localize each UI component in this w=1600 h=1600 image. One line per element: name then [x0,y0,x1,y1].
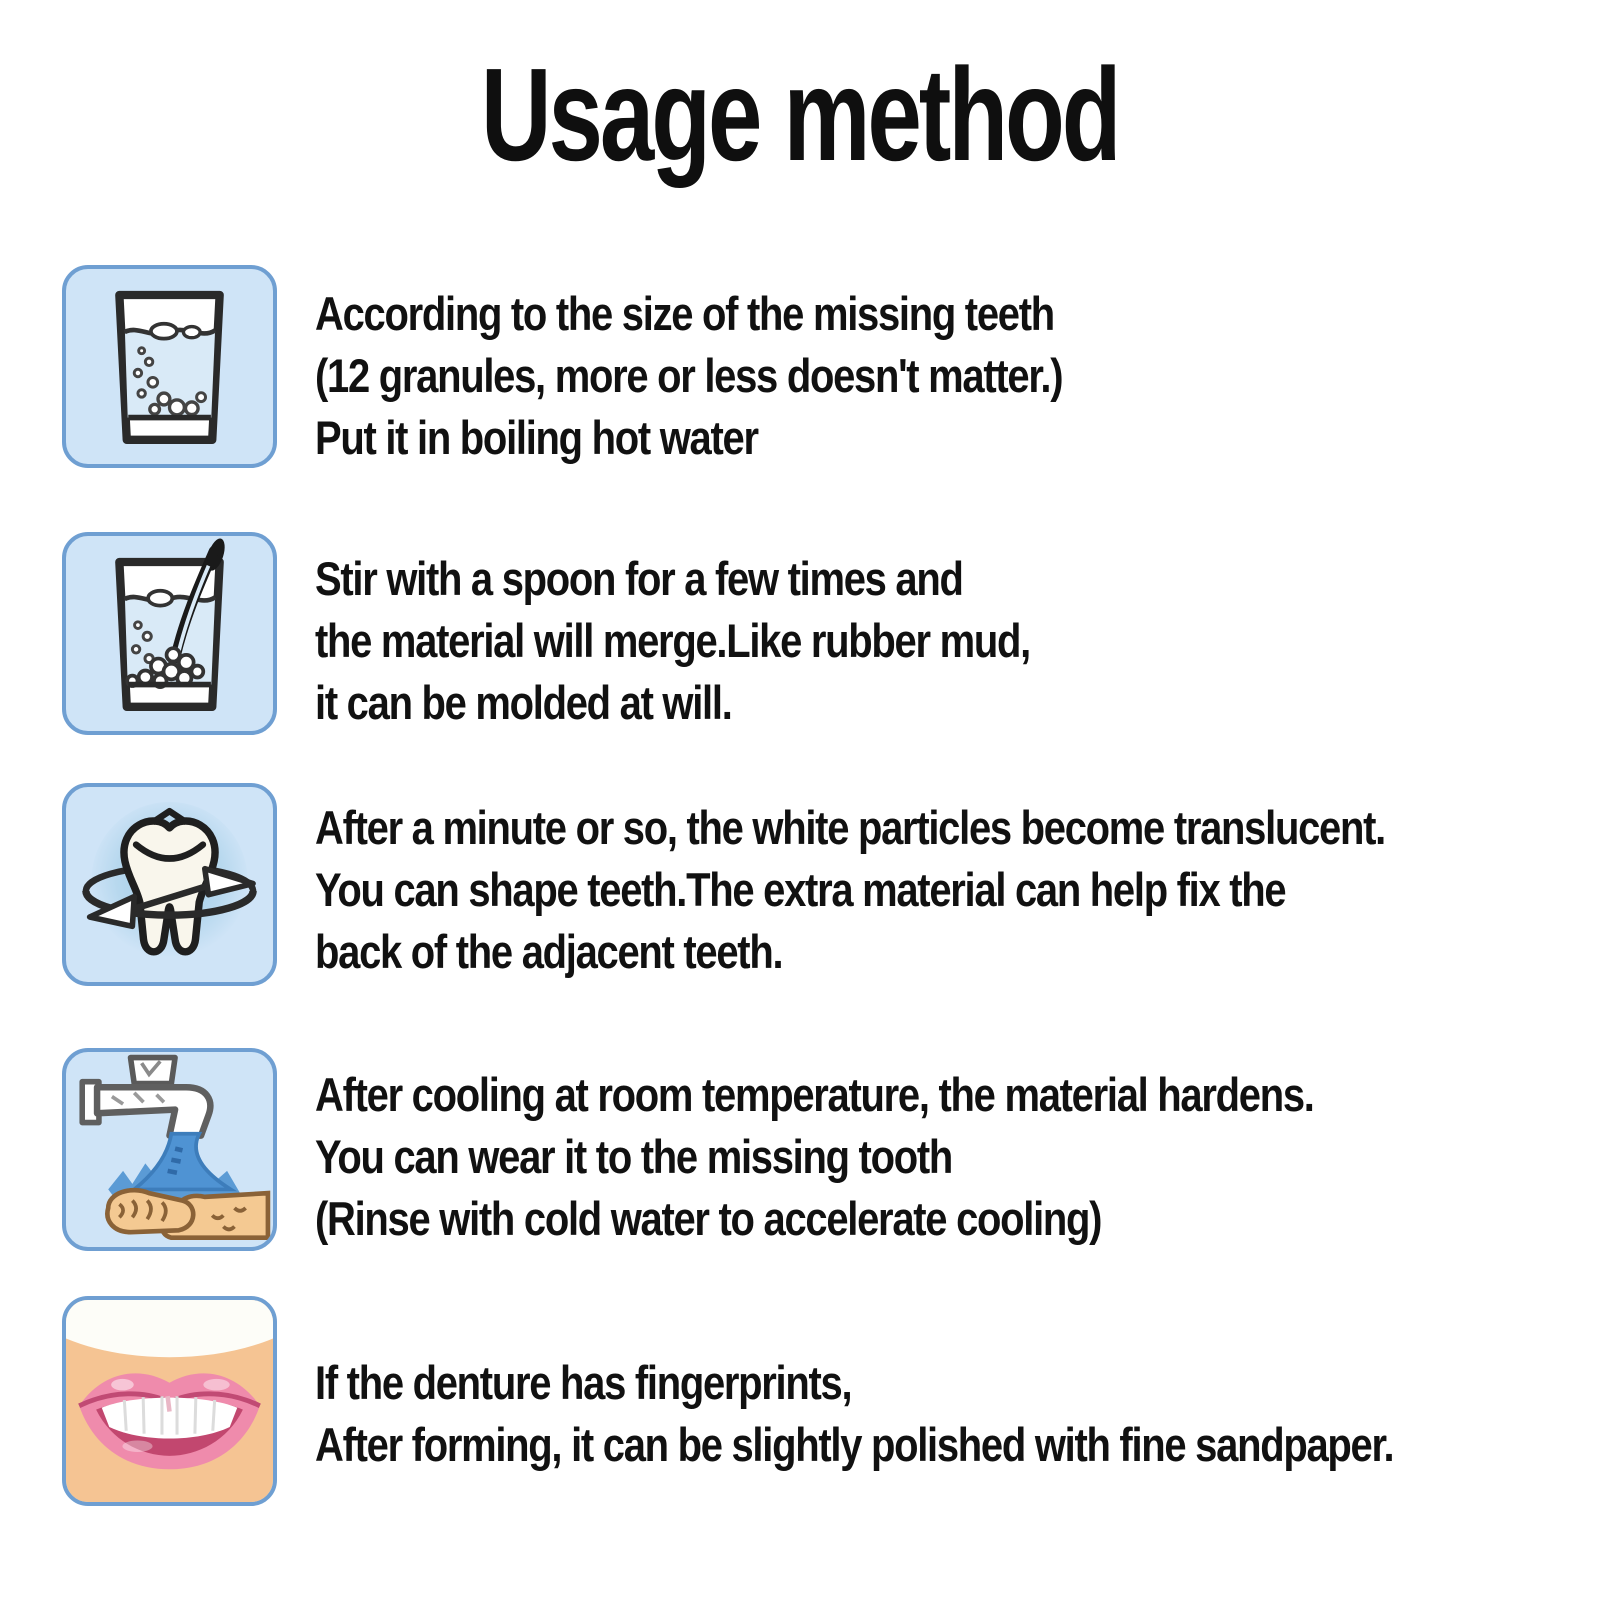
stir-spoon-glass-icon [66,536,273,731]
step2-text [315,548,1156,734]
step1-icon-tile [62,265,277,468]
step1-text [315,283,1194,469]
text-line: You can shape teeth.The extra material can help fix the [315,863,1286,916]
text-line: (12 granules, more or less doesn't matter.) [315,349,1063,402]
text-line: back of the adjacent teeth. [315,925,783,978]
text-line: Put it in boiling hot water [315,411,758,464]
step3-icon-tile [62,783,277,986]
text-line: If the denture has fingerprints, [315,1356,852,1409]
step5-text [315,1352,1584,1476]
faucet-rinse-hands-icon [66,1052,273,1247]
text-line: You can wear it to the missing tooth [315,1130,952,1183]
text-line: After a minute or so, the white particles become translucent. [315,801,1385,854]
tooth-rotate-icon [66,787,273,982]
text-line: After cooling at room temperature, the material hardens. [315,1068,1314,1121]
step5-icon-tile [62,1296,277,1506]
smiling-mouth-icon [66,1300,273,1502]
text-line: it can be molded at will. [315,676,732,729]
step2-icon-tile [62,532,277,735]
step4-icon-tile [62,1048,277,1251]
step4-text [315,1064,1490,1250]
step3-text [315,797,1574,983]
page-title: Usage method [481,41,1119,188]
text-line: (Rinse with cold water to accelerate cooling) [315,1192,1102,1245]
glass-of-water-icon [66,269,273,464]
page-title-wrap [0,40,1600,190]
text-line: Stir with a spoon for a few times and [315,552,963,605]
text-line: the material will merge.Like rubber mud, [315,614,1030,667]
text-line: After forming, it can be slightly polished with fine sandpaper. [315,1418,1394,1471]
text-line: According to the size of the missing teeth [315,287,1054,340]
